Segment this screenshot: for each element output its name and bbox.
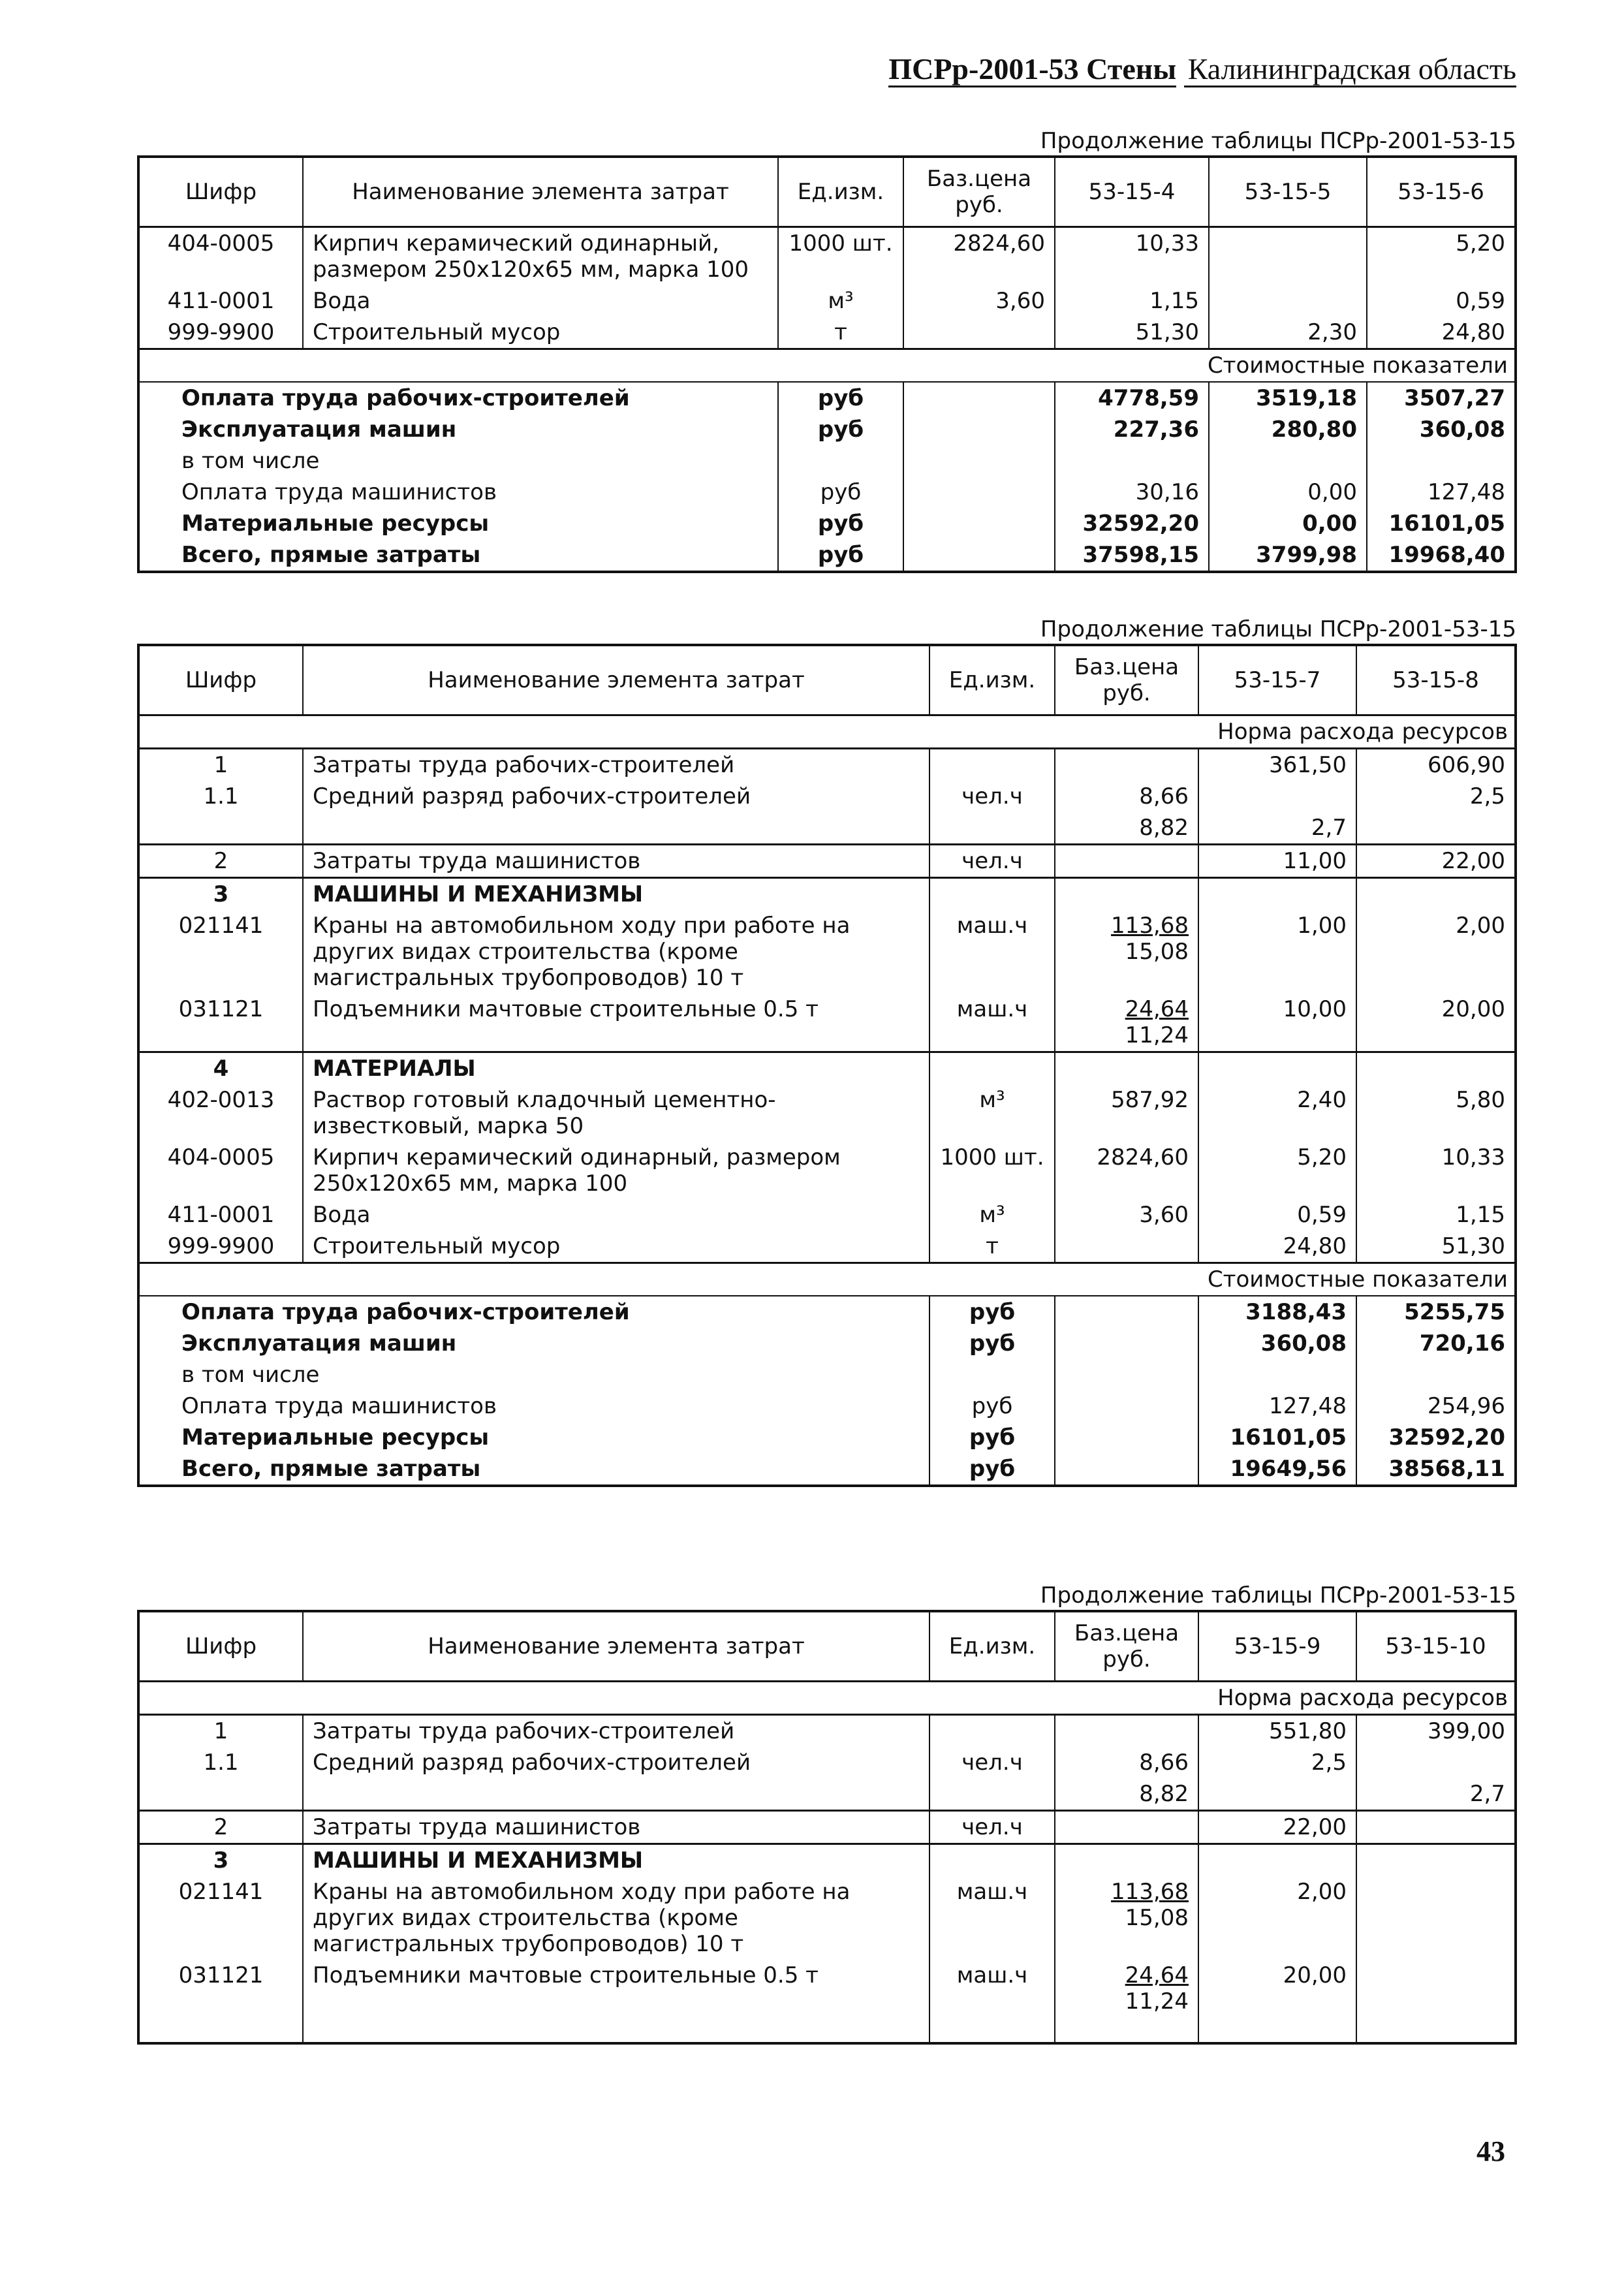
cost-value	[1055, 445, 1209, 477]
table-row	[138, 227, 1516, 286]
cost-name: Эксплуатация машин	[138, 414, 778, 445]
table3	[137, 1610, 1517, 2045]
table-row	[138, 812, 1516, 845]
table-row	[138, 994, 1516, 1052]
row-code: 1.1	[138, 1747, 303, 1778]
row-value: 5,80	[1356, 1084, 1516, 1142]
row-name: МАТЕРИАЛЫ	[303, 1052, 929, 1085]
row-unit	[929, 812, 1055, 845]
table-spacer-row	[138, 2017, 1516, 2043]
table-row	[138, 1052, 1516, 1085]
row-value: 0,59	[1367, 285, 1516, 317]
row-code: 411-0001	[138, 1199, 303, 1231]
row-unit	[929, 1715, 1055, 1748]
col-name-header: Наименование элемента затрат	[303, 1611, 929, 1682]
row-name: Строительный мусор	[303, 317, 778, 349]
table-header-row	[138, 1611, 1516, 1682]
table-header-row	[138, 645, 1516, 715]
row-price	[1055, 1052, 1198, 1085]
cost-value: 127,48	[1198, 1390, 1356, 1422]
row-value: 11,00	[1198, 845, 1356, 878]
cost-value: 4778,59	[1055, 382, 1209, 414]
row-value: 2,5	[1356, 781, 1516, 812]
row-value: 1,15	[1356, 1199, 1516, 1231]
row-value: 22,00	[1198, 1811, 1356, 1844]
cost-price	[903, 477, 1055, 508]
row-value	[1356, 878, 1516, 911]
row-price: 3,60	[903, 285, 1055, 317]
row-unit	[929, 878, 1055, 911]
table3-caption: Продолжение таблицы ПСРр-2001-53-15	[1040, 1582, 1516, 1609]
table2	[137, 644, 1517, 1487]
price-primary: 113,68	[1111, 1879, 1189, 1905]
row-value	[1209, 285, 1367, 317]
cost-value: 360,08	[1367, 414, 1516, 445]
row-value: 361,50	[1198, 749, 1356, 781]
row-value: 20,00	[1198, 1960, 1356, 2017]
row-name: Затраты труда машинистов	[303, 1811, 929, 1844]
row-unit: маш.ч	[929, 910, 1055, 994]
row-code: 402-0013	[138, 1084, 303, 1142]
row-unit	[929, 1844, 1055, 1877]
table-row	[138, 1231, 1516, 1263]
row-code: 411-0001	[138, 285, 303, 317]
cost-unit: руб	[778, 539, 903, 572]
row-value: 1,15	[1055, 285, 1209, 317]
row-unit	[929, 1778, 1055, 1811]
cost-row	[138, 445, 1516, 477]
row-price	[1055, 910, 1198, 994]
cost-value: 3188,43	[1198, 1296, 1356, 1328]
band-label: Норма расхода ресурсов	[138, 1682, 1516, 1715]
price-secondary: 15,08	[1125, 939, 1189, 965]
row-name: Вода	[303, 285, 778, 317]
row-unit: т	[778, 317, 903, 349]
cost-value	[1367, 445, 1516, 477]
cost-row	[138, 1296, 1516, 1328]
cost-value: 127,48	[1367, 477, 1516, 508]
table2-caption: Продолжение таблицы ПСРр-2001-53-15	[1040, 616, 1516, 642]
cost-price	[903, 382, 1055, 414]
cost-name: Оплата труда машинистов	[138, 477, 778, 508]
document-region: Калининградская область	[1184, 52, 1516, 87]
col-header: 53-15-4	[1055, 157, 1209, 227]
cost-price	[1055, 1359, 1198, 1390]
cost-value: 0,00	[1209, 477, 1367, 508]
table-row	[138, 317, 1516, 349]
row-value: 51,30	[1055, 317, 1209, 349]
col-unit-header: Ед.изм.	[929, 645, 1055, 715]
row-value	[1198, 1844, 1356, 1877]
row-value	[1209, 227, 1367, 286]
cost-name: Эксплуатация машин	[138, 1328, 929, 1359]
cost-value: 720,16	[1356, 1328, 1516, 1359]
table-row	[138, 1960, 1516, 2017]
col-code-header: Шифр	[138, 645, 303, 715]
cost-name: в том числе	[138, 1359, 929, 1390]
row-value: 24,80	[1367, 317, 1516, 349]
cost-value: 0,00	[1209, 508, 1367, 539]
cost-unit: руб	[929, 1296, 1055, 1328]
row-price: 3,60	[1055, 1199, 1198, 1231]
table-row	[138, 749, 1516, 781]
table-row	[138, 1747, 1516, 1778]
cost-row	[138, 508, 1516, 539]
row-value: 5,20	[1198, 1142, 1356, 1199]
row-price: 8,66	[1055, 781, 1198, 812]
row-unit: маш.ч	[929, 1960, 1055, 2017]
cost-row	[138, 1422, 1516, 1453]
row-name: Вода	[303, 1199, 929, 1231]
band-label: Норма расхода ресурсов	[138, 715, 1516, 749]
row-code: 2	[138, 845, 303, 878]
col-header: 53-15-6	[1367, 157, 1516, 227]
cost-price	[903, 445, 1055, 477]
col-price-header: Баз.цена руб.	[1055, 1611, 1198, 1682]
cost-price	[1055, 1296, 1198, 1328]
cost-value: 37598,15	[1055, 539, 1209, 572]
row-price	[1055, 845, 1198, 878]
price-secondary: 11,24	[1125, 1988, 1189, 2015]
row-unit: 1000 шт.	[778, 227, 903, 286]
band-row	[138, 715, 1516, 749]
cost-price	[903, 508, 1055, 539]
cost-name: Всего, прямые затраты	[138, 539, 778, 572]
cost-price	[1055, 1328, 1198, 1359]
col-header: 53-15-10	[1356, 1611, 1516, 1682]
cost-value: 16101,05	[1367, 508, 1516, 539]
col-name-header: Наименование элемента затрат	[303, 157, 778, 227]
row-unit: т	[929, 1231, 1055, 1263]
col-header: 53-15-8	[1356, 645, 1516, 715]
row-price	[1055, 1715, 1198, 1748]
cost-value	[1356, 1359, 1516, 1390]
row-value: 10,33	[1356, 1142, 1516, 1199]
band-label: Стоимостные показатели	[138, 1263, 1516, 1296]
price-primary: 24,64	[1125, 1962, 1189, 1988]
row-value: 2,7	[1356, 1778, 1516, 1811]
cost-value: 280,80	[1209, 414, 1367, 445]
row-price	[1055, 878, 1198, 911]
row-price	[1055, 1960, 1198, 2017]
col-header: 53-15-9	[1198, 1611, 1356, 1682]
price-secondary: 11,24	[1125, 1022, 1189, 1048]
table1	[137, 155, 1517, 573]
row-unit: м³	[929, 1084, 1055, 1142]
table-row	[138, 878, 1516, 911]
row-value	[1198, 1052, 1356, 1085]
row-code: 2	[138, 1811, 303, 1844]
row-code: 3	[138, 1844, 303, 1877]
row-name	[303, 1778, 929, 1811]
row-value: 22,00	[1356, 845, 1516, 878]
row-name: Средний разряд рабочих-строителей	[303, 1747, 929, 1778]
price-primary: 24,64	[1125, 996, 1189, 1022]
cost-price	[903, 539, 1055, 572]
col-code-header: Шифр	[138, 157, 303, 227]
row-value: 51,30	[1356, 1231, 1516, 1263]
cost-value: 30,16	[1055, 477, 1209, 508]
cost-value: 19649,56	[1198, 1453, 1356, 1486]
row-value: 2,30	[1209, 317, 1367, 349]
row-unit: чел.ч	[929, 845, 1055, 878]
row-code	[138, 812, 303, 845]
cost-name: Оплата труда машинистов	[138, 1390, 929, 1422]
row-name: Подъемники мачтовые строительные 0.5 т	[303, 1960, 929, 2017]
row-unit: маш.ч	[929, 994, 1055, 1052]
row-price: 587,92	[1055, 1084, 1198, 1142]
row-price: 8,82	[1055, 1778, 1198, 1811]
row-name: Затраты труда машинистов	[303, 845, 929, 878]
col-header: 53-15-5	[1209, 157, 1367, 227]
cost-value: 360,08	[1198, 1328, 1356, 1359]
row-name: Строительный мусор	[303, 1231, 929, 1263]
col-price-header: Баз.цена руб.	[1055, 645, 1198, 715]
row-value	[1356, 1052, 1516, 1085]
cost-row	[138, 414, 1516, 445]
table-row	[138, 1876, 1516, 1960]
page-number: 43	[1476, 2135, 1505, 2167]
cost-price	[1055, 1422, 1198, 1453]
row-value: 2,5	[1198, 1747, 1356, 1778]
cost-name: Оплата труда рабочих-строителей	[138, 382, 778, 414]
row-code: 1.1	[138, 781, 303, 812]
row-value: 20,00	[1356, 994, 1516, 1052]
row-value: 1,00	[1198, 910, 1356, 994]
cost-row	[138, 1390, 1516, 1422]
row-code: 1	[138, 1715, 303, 1748]
table-row	[138, 1084, 1516, 1142]
row-code: 404-0005	[138, 227, 303, 286]
cost-name: Всего, прямые затраты	[138, 1453, 929, 1486]
row-name: МАШИНЫ И МЕХАНИЗМЫ	[303, 1844, 929, 1877]
row-price	[1055, 1231, 1198, 1263]
row-value	[1198, 878, 1356, 911]
row-unit: м³	[778, 285, 903, 317]
cost-row	[138, 1328, 1516, 1359]
row-price: 8,82	[1055, 812, 1198, 845]
row-name: Раствор готовый кладочный цементно-известковый, марка 50	[303, 1084, 929, 1142]
cost-unit: руб	[778, 414, 903, 445]
cost-name: в том числе	[138, 445, 778, 477]
table-row	[138, 910, 1516, 994]
price-secondary: 15,08	[1125, 1905, 1189, 1931]
row-value	[1356, 1876, 1516, 1960]
cost-unit	[929, 1359, 1055, 1390]
cost-name: Материальные ресурсы	[138, 508, 778, 539]
cost-row	[138, 1453, 1516, 1486]
row-name: Затраты труда рабочих-строителей	[303, 1715, 929, 1748]
cost-price	[903, 414, 1055, 445]
row-code	[138, 1778, 303, 1811]
cost-value: 3799,98	[1209, 539, 1367, 572]
table-row	[138, 285, 1516, 317]
row-value	[1356, 1811, 1516, 1844]
table-header-row	[138, 157, 1516, 227]
row-value: 0,59	[1198, 1199, 1356, 1231]
col-price-header: Баз.цена руб.	[903, 157, 1055, 227]
col-unit-header: Ед.изм.	[929, 1611, 1055, 1682]
row-price	[1055, 1844, 1198, 1877]
row-price	[903, 317, 1055, 349]
row-code: 021141	[138, 1876, 303, 1960]
cost-unit: руб	[929, 1390, 1055, 1422]
row-code: 031121	[138, 994, 303, 1052]
row-value: 2,00	[1198, 1876, 1356, 1960]
row-price: 2824,60	[903, 227, 1055, 286]
table1-caption: Продолжение таблицы ПСРр-2001-53-15	[1040, 128, 1516, 154]
row-price: 8,66	[1055, 1747, 1198, 1778]
cost-unit: руб	[929, 1422, 1055, 1453]
cost-value: 254,96	[1356, 1390, 1516, 1422]
cost-row	[138, 1359, 1516, 1390]
row-code: 021141	[138, 910, 303, 994]
row-value: 10,00	[1198, 994, 1356, 1052]
row-code: 031121	[138, 1960, 303, 2017]
col-name-header: Наименование элемента затрат	[303, 645, 929, 715]
table-row	[138, 1199, 1516, 1231]
row-value	[1198, 781, 1356, 812]
cost-unit: руб	[778, 508, 903, 539]
row-unit: чел.ч	[929, 1747, 1055, 1778]
table-row	[138, 845, 1516, 878]
row-value: 5,20	[1367, 227, 1516, 286]
row-price: 2824,60	[1055, 1142, 1198, 1199]
row-value	[1356, 812, 1516, 845]
row-value: 10,33	[1055, 227, 1209, 286]
row-value: 551,80	[1198, 1715, 1356, 1748]
table-row	[138, 1142, 1516, 1199]
cost-unit	[778, 445, 903, 477]
row-code: 404-0005	[138, 1142, 303, 1199]
cost-row	[138, 382, 1516, 414]
row-price	[1055, 749, 1198, 781]
price-primary: 113,68	[1111, 913, 1189, 939]
band-row	[138, 349, 1516, 383]
row-name	[303, 812, 929, 845]
row-name: Кирпич керамический одинарный, размером 250х120х65 мм, марка 100	[303, 227, 778, 286]
cost-unit: руб	[778, 382, 903, 414]
band-row	[138, 1263, 1516, 1296]
cost-value: 16101,05	[1198, 1422, 1356, 1453]
row-name: Краны на автомобильном ходу при работе на других видах строительства (кроме магистральных трубопроводов) 10 т	[303, 910, 929, 994]
row-unit: маш.ч	[929, 1876, 1055, 1960]
cost-name: Оплата труда рабочих-строителей	[138, 1296, 929, 1328]
cost-value: 19968,40	[1367, 539, 1516, 572]
band-row	[138, 1682, 1516, 1715]
row-value: 399,00	[1356, 1715, 1516, 1748]
table-row	[138, 1811, 1516, 1844]
row-unit: чел.ч	[929, 781, 1055, 812]
cost-value: 5255,75	[1356, 1296, 1516, 1328]
cost-price	[1055, 1453, 1198, 1486]
table-row	[138, 1844, 1516, 1877]
cost-value	[1209, 445, 1367, 477]
row-value	[1356, 1960, 1516, 2017]
row-name: МАШИНЫ И МЕХАНИЗМЫ	[303, 878, 929, 911]
row-code: 999-9900	[138, 1231, 303, 1263]
row-code: 999-9900	[138, 317, 303, 349]
row-name: Подъемники мачтовые строительные 0.5 т	[303, 994, 929, 1052]
cost-price	[1055, 1390, 1198, 1422]
table-row	[138, 781, 1516, 812]
cost-value: 38568,11	[1356, 1453, 1516, 1486]
row-name: Кирпич керамический одинарный, размером 250х120х65 мм, марка 100	[303, 1142, 929, 1199]
document-code: ПСРр-2001-53 Стены	[888, 52, 1176, 87]
cost-value: 3519,18	[1209, 382, 1367, 414]
cost-unit: руб	[929, 1453, 1055, 1486]
row-code: 3	[138, 878, 303, 911]
cost-row	[138, 477, 1516, 508]
row-value: 2,00	[1356, 910, 1516, 994]
row-unit	[929, 1052, 1055, 1085]
cost-value: 227,36	[1055, 414, 1209, 445]
cost-value: 3507,27	[1367, 382, 1516, 414]
row-code: 4	[138, 1052, 303, 1085]
row-name: Затраты труда рабочих-строителей	[303, 749, 929, 781]
row-price	[1055, 1876, 1198, 1960]
row-unit: чел.ч	[929, 1811, 1055, 1844]
row-value	[1356, 1747, 1516, 1778]
col-unit-header: Ед.изм.	[778, 157, 903, 227]
row-code: 1	[138, 749, 303, 781]
col-code-header: Шифр	[138, 1611, 303, 1682]
page-header	[0, 51, 1516, 87]
table-row	[138, 1778, 1516, 1811]
row-value: 24,80	[1198, 1231, 1356, 1263]
cost-row	[138, 539, 1516, 572]
cost-value: 32592,20	[1356, 1422, 1516, 1453]
cost-value	[1198, 1359, 1356, 1390]
row-value: 606,90	[1356, 749, 1516, 781]
cost-name: Материальные ресурсы	[138, 1422, 929, 1453]
row-price	[1055, 1811, 1198, 1844]
row-unit: м³	[929, 1199, 1055, 1231]
col-header: 53-15-7	[1198, 645, 1356, 715]
row-value	[1198, 1778, 1356, 1811]
cost-unit: руб	[778, 477, 903, 508]
cost-unit: руб	[929, 1328, 1055, 1359]
row-unit: 1000 шт.	[929, 1142, 1055, 1199]
row-price	[1055, 994, 1198, 1052]
row-value: 2,7	[1198, 812, 1356, 845]
row-name: Средний разряд рабочих-строителей	[303, 781, 929, 812]
row-name: Краны на автомобильном ходу при работе на других видах строительства (кроме магистральных трубопроводов) 10 т	[303, 1876, 929, 1960]
table-row	[138, 1715, 1516, 1748]
row-value	[1356, 1844, 1516, 1877]
band-label: Стоимостные показатели	[138, 349, 1516, 383]
cost-value: 32592,20	[1055, 508, 1209, 539]
row-unit	[929, 749, 1055, 781]
row-value: 2,40	[1198, 1084, 1356, 1142]
